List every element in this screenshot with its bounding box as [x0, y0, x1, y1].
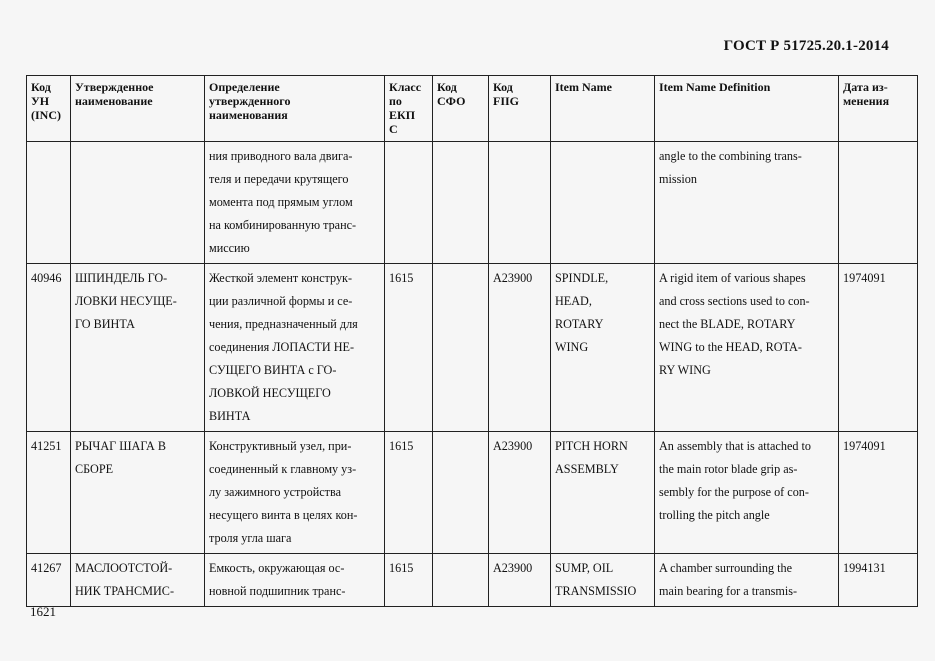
nomenclature-table	[26, 75, 918, 607]
col-header-date: Дата из- менения	[839, 76, 918, 142]
cell-item-definition: An assembly that is attached to the main rotor blade grip as- sembly for the purpose of con- trolling the pitch angle	[655, 432, 839, 554]
cell-item-definition: angle to the combining trans- mission	[655, 142, 839, 264]
cell-fsc	[385, 142, 433, 264]
page-number: 1621	[30, 604, 56, 619]
cell-date: 1974091	[839, 432, 918, 554]
cell-inc: 41267	[27, 554, 71, 607]
cell-item-definition: A chamber surrounding the main bearing for a transmis-	[655, 554, 839, 607]
cell-sfo	[433, 554, 489, 607]
col-header-item-name: Item Name	[551, 76, 655, 142]
cell-inc	[27, 142, 71, 264]
cell-definition-ru: Емкость, окружающая ос- новной подшипник транс-	[205, 554, 385, 607]
cell-definition-ru: Конструктивный узел, при- соединенный к главному уз- лу зажимного устройства несущего винта в целях кон- троля угла шага	[205, 432, 385, 554]
cell-fiig	[489, 142, 551, 264]
cell-name-ru	[71, 142, 205, 264]
cell-fsc: 1615	[385, 264, 433, 432]
cell-fsc: 1615	[385, 554, 433, 607]
col-header-fsc: Класс по ЕКП С	[385, 76, 433, 142]
col-header-name-ru: Утвержденное наименование	[71, 76, 205, 142]
cell-definition-ru: Жесткой элемент конструк- ции различной формы и се- чения, предназначенный для соединения ЛОПАСТИ НЕ- СУЩЕГО ВИНТА с ГО- ЛОВКОЙ НЕСУЩЕГО ВИНТА	[205, 264, 385, 432]
table-row	[27, 264, 918, 432]
col-header-item-definition: Item Name Definition	[655, 76, 839, 142]
table-row	[27, 554, 918, 607]
table-row	[27, 142, 918, 264]
cell-date: 1974091	[839, 264, 918, 432]
document-code: ГОСТ Р 51725.20.1-2014	[723, 38, 889, 54]
cell-definition-ru: ния приводного вала двига- теля и передачи крутящего момента под прямым углом на комбинированную транс- миссию	[205, 142, 385, 264]
cell-item-name	[551, 142, 655, 264]
cell-name-ru: РЫЧАГ ШАГА В СБОРЕ	[71, 432, 205, 554]
cell-fsc: 1615	[385, 432, 433, 554]
cell-item-name: PITCH HORN ASSEMBLY	[551, 432, 655, 554]
cell-inc: 40946	[27, 264, 71, 432]
cell-date: 1994131	[839, 554, 918, 607]
table-header-row	[27, 76, 918, 142]
cell-item-name: SPINDLE, HEAD, ROTARY WING	[551, 264, 655, 432]
col-header-definition-ru: Определение утвержденного наименования	[205, 76, 385, 142]
cell-sfo	[433, 264, 489, 432]
cell-name-ru: ШПИНДЕЛЬ ГО- ЛОВКИ НЕСУЩЕ- ГО ВИНТА	[71, 264, 205, 432]
col-header-inc: Код УН (INC)	[27, 76, 71, 142]
col-header-fiig: Код FIIG	[489, 76, 551, 142]
cell-date	[839, 142, 918, 264]
cell-fiig: A23900	[489, 432, 551, 554]
table-row	[27, 432, 918, 554]
cell-item-name: SUMP, OIL TRANSMISSIO	[551, 554, 655, 607]
col-header-sfo: Код СФО	[433, 76, 489, 142]
cell-sfo	[433, 432, 489, 554]
cell-name-ru: МАСЛООТСТОЙ- НИК ТРАНСМИС-	[71, 554, 205, 607]
cell-sfo	[433, 142, 489, 264]
cell-fiig: A23900	[489, 554, 551, 607]
cell-item-definition: A rigid item of various shapes and cross sections used to con- nect the BLADE, ROTARY WING to the HEAD, ROTA- RY WING	[655, 264, 839, 432]
cell-inc: 41251	[27, 432, 71, 554]
cell-fiig: A23900	[489, 264, 551, 432]
